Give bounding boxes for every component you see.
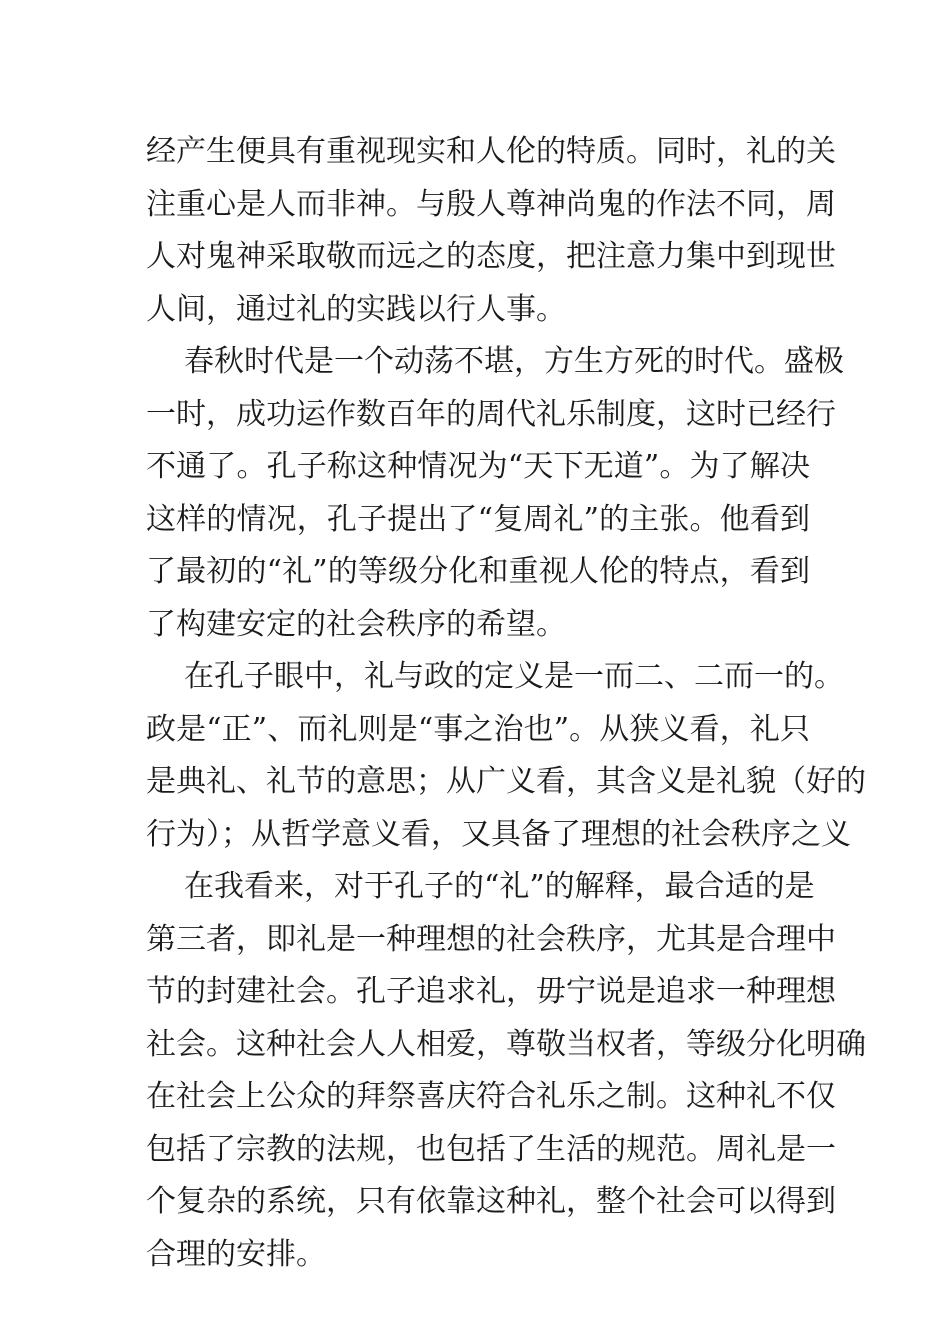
text-line: 春秋时代是一个动荡不堪，方生方死的时代。盛极 [184, 344, 844, 379]
text-line: 了最初的“礼”的等级分化和重视人伦的特点，看到 [146, 554, 810, 589]
text-line: 了构建安定的社会秩序的希望。 [146, 606, 566, 642]
paragraph [146, 861, 866, 1281]
paragraph [146, 651, 866, 861]
text-line: 不通了。孔子称这种情况为“天下无道”。为了解决 [146, 449, 810, 484]
text-line: 行为）；从哲学意义看，又具备了理想的社会秩序之义 [146, 816, 851, 852]
text-line: 是典礼、礼节的意思；从广义看，其含义是礼貌（好的 [146, 764, 866, 799]
text-line: 合理的安排。 [146, 1236, 326, 1272]
text-line: 在我看来，对于孔子的“礼”的解释，最合适的是 [184, 869, 815, 904]
text-line: 政是“正”、而礼则是“事之治也”。从狭义看，礼只 [146, 711, 810, 747]
text-line: 包括了宗教的法规，也包括了生活的规范。周礼是一 [146, 1131, 836, 1167]
text-line: 这样的情况，孔子提出了“复周礼”的主张。他看到 [146, 501, 810, 537]
text-line: 人对鬼神采取敬而远之的态度，把注意力集中到现世 [146, 239, 836, 274]
text-line: 在社会上公众的拜祭喜庆符合礼乐之制。这种礼不仅 [146, 1079, 836, 1114]
text-line: 注重心是人而非神。与殷人尊神尚鬼的作法不同，周 [146, 186, 836, 222]
text-line: 社会。这种社会人人相爱，尊敬当权者，等级分化明确 [146, 1026, 866, 1062]
document-body [146, 126, 866, 1281]
paragraph [146, 336, 844, 651]
text-line: 节的封建社会。孔子追求礼，毋宁说是追求一种理想 [146, 974, 836, 1009]
text-line: 经产生便具有重视现实和人伦的特质。同时，礼的关 [146, 134, 836, 169]
text-line: 一时，成功运作数百年的周代礼乐制度，这时已经行 [146, 396, 836, 432]
text-line: 个复杂的系统，只有依靠这种礼，整个社会可以得到 [146, 1184, 836, 1219]
text-line: 人间，通过礼的实践以行人事。 [146, 291, 566, 327]
text-line: 在孔子眼中，礼与政的定义是一而二、二而一的。 [184, 659, 844, 694]
text-line: 第三者，即礼是一种理想的社会秩序，尤其是合理中 [146, 921, 836, 957]
paragraph [146, 126, 836, 336]
